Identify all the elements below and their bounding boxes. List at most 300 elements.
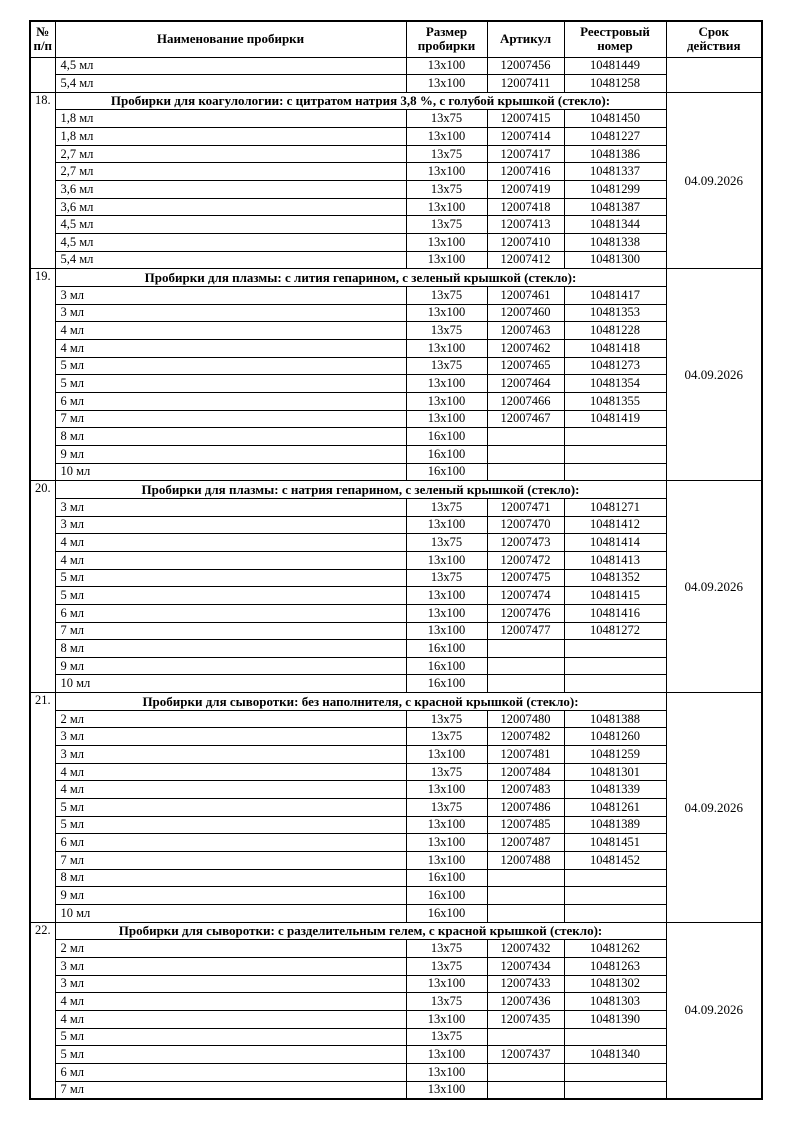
tube-name-cell: 10 мл: [55, 905, 406, 923]
tube-name-cell: 3 мл: [55, 746, 406, 764]
registry-number-cell: 10481338: [564, 234, 666, 252]
tube-size-cell: 16x100: [406, 675, 487, 693]
article-cell: 12007474: [487, 587, 564, 605]
article-cell: [487, 428, 564, 446]
section-number-cell: 21.: [30, 693, 55, 923]
table-row: [30, 993, 762, 1011]
tube-name-cell: 5,4 мл: [55, 251, 406, 269]
tube-name-cell: 4,5 мл: [55, 57, 406, 75]
table-row: [30, 1063, 762, 1081]
registry-number-cell: 10481227: [564, 128, 666, 146]
table-row: [30, 781, 762, 799]
tube-name-cell: 3 мл: [55, 728, 406, 746]
table-row: [30, 75, 762, 93]
tube-size-cell: 13x75: [406, 110, 487, 128]
table-row: [30, 357, 762, 375]
table-row: [30, 640, 762, 658]
table-header: [30, 21, 762, 57]
tube-name-cell: 5 мл: [55, 816, 406, 834]
column-header-num: № п/п: [30, 21, 55, 57]
tube-name-cell: 4 мл: [55, 534, 406, 552]
registry-number-cell: 10481390: [564, 1010, 666, 1028]
article-cell: 12007456: [487, 57, 564, 75]
article-cell: 12007417: [487, 145, 564, 163]
article-cell: 12007461: [487, 287, 564, 305]
article-cell: 12007462: [487, 340, 564, 358]
tube-name-cell: 3 мл: [55, 287, 406, 305]
tube-size-cell: 13x100: [406, 1046, 487, 1064]
table-row: [30, 957, 762, 975]
tube-size-cell: 13x100: [406, 304, 487, 322]
registry-number-cell: 10481450: [564, 110, 666, 128]
tube-size-cell: 13x100: [406, 852, 487, 870]
table-row: [30, 569, 762, 587]
article-cell: [487, 1063, 564, 1081]
tube-name-cell: 5 мл: [55, 569, 406, 587]
validity-date-cell: [666, 57, 762, 92]
tube-name-cell: 4 мл: [55, 322, 406, 340]
tube-name-cell: 9 мл: [55, 657, 406, 675]
tube-size-cell: 13x100: [406, 516, 487, 534]
tube-name-cell: 6 мл: [55, 604, 406, 622]
tube-size-cell: 13x75: [406, 181, 487, 199]
validity-date-cell: 04.09.2026: [666, 922, 762, 1099]
tube-size-cell: 13x75: [406, 322, 487, 340]
tube-name-cell: 3,6 мл: [55, 181, 406, 199]
section-title-cell: Пробирки для плазмы: с натрия гепарином, с зеленый крышкой (стекло):: [55, 481, 666, 499]
registry-number-cell: 10481272: [564, 622, 666, 640]
registry-number-cell: 10481414: [564, 534, 666, 552]
article-cell: 12007460: [487, 304, 564, 322]
registry-number-cell: 10481263: [564, 957, 666, 975]
table-row: [30, 604, 762, 622]
table-row: [30, 622, 762, 640]
tube-size-cell: 16x100: [406, 887, 487, 905]
table-row: [30, 887, 762, 905]
registry-number-cell: 10481388: [564, 710, 666, 728]
tube-size-cell: 13x100: [406, 251, 487, 269]
registry-number-cell: 10481452: [564, 852, 666, 870]
tube-size-cell: 13x100: [406, 75, 487, 93]
table-row: [30, 445, 762, 463]
tube-name-cell: 2 мл: [55, 940, 406, 958]
registry-number-cell: [564, 640, 666, 658]
registry-number-cell: 10481339: [564, 781, 666, 799]
article-cell: 12007483: [487, 781, 564, 799]
table-row: [30, 251, 762, 269]
section-header-row: [30, 693, 762, 711]
tube-size-cell: 13x75: [406, 145, 487, 163]
article-cell: 12007482: [487, 728, 564, 746]
registry-number-cell: 10481273: [564, 357, 666, 375]
article-cell: 12007470: [487, 516, 564, 534]
tube-name-cell: 3,6 мл: [55, 198, 406, 216]
tube-name-cell: 9 мл: [55, 887, 406, 905]
registry-number-cell: 10481386: [564, 145, 666, 163]
tube-name-cell: 4 мл: [55, 1010, 406, 1028]
registry-number-cell: [564, 1028, 666, 1046]
article-cell: 12007419: [487, 181, 564, 199]
article-cell: 12007410: [487, 234, 564, 252]
article-cell: 12007412: [487, 251, 564, 269]
article-cell: [487, 463, 564, 481]
table-row: [30, 57, 762, 75]
tube-name-cell: 6 мл: [55, 834, 406, 852]
tube-name-cell: 7 мл: [55, 622, 406, 640]
tube-size-cell: 13x100: [406, 375, 487, 393]
table-row: [30, 940, 762, 958]
tube-size-cell: 13x75: [406, 710, 487, 728]
section-header-row: [30, 92, 762, 110]
tube-size-cell: 13x75: [406, 957, 487, 975]
section-title-cell: Пробирки для плазмы: с лития гепарином, с зеленый крышкой (стекло):: [55, 269, 666, 287]
table-row: [30, 587, 762, 605]
registry-number-cell: 10481415: [564, 587, 666, 605]
registry-number-cell: 10481299: [564, 181, 666, 199]
tube-name-cell: 7 мл: [55, 852, 406, 870]
registry-number-cell: [564, 657, 666, 675]
tube-name-cell: 3 мл: [55, 957, 406, 975]
article-cell: 12007465: [487, 357, 564, 375]
article-cell: [487, 1028, 564, 1046]
registry-number-cell: [564, 1081, 666, 1099]
article-cell: 12007485: [487, 816, 564, 834]
section-number-cell: 18.: [30, 92, 55, 269]
registry-number-cell: [564, 428, 666, 446]
registry-number-cell: 10481301: [564, 763, 666, 781]
article-cell: 12007466: [487, 392, 564, 410]
registry-number-cell: 10481259: [564, 746, 666, 764]
registry-number-cell: 10481260: [564, 728, 666, 746]
tube-name-cell: 5 мл: [55, 357, 406, 375]
registry-number-cell: 10481355: [564, 392, 666, 410]
article-cell: [487, 1081, 564, 1099]
tube-size-cell: 13x100: [406, 234, 487, 252]
registry-number-cell: 10481387: [564, 198, 666, 216]
tube-size-cell: 13x100: [406, 128, 487, 146]
validity-date-cell: 04.09.2026: [666, 481, 762, 693]
article-cell: 12007463: [487, 322, 564, 340]
article-cell: 12007476: [487, 604, 564, 622]
registry-number-cell: 10481418: [564, 340, 666, 358]
tube-size-cell: 13x100: [406, 57, 487, 75]
tube-name-cell: 4 мл: [55, 340, 406, 358]
tube-size-cell: 16x100: [406, 869, 487, 887]
tube-name-cell: 7 мл: [55, 410, 406, 428]
tube-size-cell: 13x75: [406, 728, 487, 746]
article-cell: [487, 905, 564, 923]
article-cell: 12007488: [487, 852, 564, 870]
table-row: [30, 392, 762, 410]
tube-name-cell: 5 мл: [55, 375, 406, 393]
article-cell: 12007467: [487, 410, 564, 428]
section-header-row: [30, 922, 762, 940]
table-row: [30, 198, 762, 216]
tube-name-cell: 4 мл: [55, 551, 406, 569]
table-row: [30, 728, 762, 746]
registry-number-cell: 10481302: [564, 975, 666, 993]
tube-size-cell: 16x100: [406, 657, 487, 675]
tube-name-cell: 2,7 мл: [55, 145, 406, 163]
table-row: [30, 216, 762, 234]
article-cell: [487, 445, 564, 463]
table-row: [30, 516, 762, 534]
table-row: [30, 834, 762, 852]
section-number-cell: 22.: [30, 922, 55, 1099]
table-row: [30, 110, 762, 128]
section-title-cell: Пробирки для сыворотки: с разделительным гелем, с красной крышкой (стекло):: [55, 922, 666, 940]
article-cell: 12007480: [487, 710, 564, 728]
article-cell: 12007464: [487, 375, 564, 393]
validity-date-cell: 04.09.2026: [666, 92, 762, 269]
tube-name-cell: 7 мл: [55, 1081, 406, 1099]
tube-size-cell: 13x100: [406, 198, 487, 216]
registry-number-cell: 10481451: [564, 834, 666, 852]
tube-name-cell: 3 мл: [55, 975, 406, 993]
tube-size-cell: 13x100: [406, 975, 487, 993]
tube-size-cell: 13x100: [406, 816, 487, 834]
article-cell: 12007432: [487, 940, 564, 958]
tube-size-cell: 13x100: [406, 392, 487, 410]
tube-size-cell: 13x100: [406, 781, 487, 799]
tube-size-cell: 13x75: [406, 993, 487, 1011]
section-title-cell: Пробирки для коагулологии: с цитратом натрия 3,8 %, с голубой крышкой (стекло):: [55, 92, 666, 110]
table-row: [30, 145, 762, 163]
registry-number-cell: [564, 1063, 666, 1081]
tube-size-cell: 16x100: [406, 905, 487, 923]
registry-number-cell: [564, 675, 666, 693]
article-cell: [487, 675, 564, 693]
registry-number-cell: 10481300: [564, 251, 666, 269]
tube-size-cell: 16x100: [406, 428, 487, 446]
table-row: [30, 869, 762, 887]
table-row: [30, 799, 762, 817]
article-cell: 12007435: [487, 1010, 564, 1028]
table-row: [30, 551, 762, 569]
registry-number-cell: 10481303: [564, 993, 666, 1011]
column-header-article: Артикул: [487, 21, 564, 57]
section-number-cell: 19.: [30, 269, 55, 481]
table-row: [30, 498, 762, 516]
tube-size-cell: 13x75: [406, 498, 487, 516]
tube-size-cell: 13x100: [406, 1081, 487, 1099]
tube-name-cell: 6 мл: [55, 392, 406, 410]
registry-number-cell: 10481262: [564, 940, 666, 958]
table-body: [30, 57, 762, 1099]
table-row: [30, 287, 762, 305]
registry-number-cell: [564, 869, 666, 887]
tube-size-cell: 13x100: [406, 551, 487, 569]
article-cell: [487, 887, 564, 905]
registry-number-cell: 10481228: [564, 322, 666, 340]
section-header-row: [30, 269, 762, 287]
column-header-name: Наименование пробирки: [55, 21, 406, 57]
registry-number-cell: [564, 463, 666, 481]
tube-size-cell: 13x75: [406, 357, 487, 375]
table-row: [30, 128, 762, 146]
table-row: [30, 1081, 762, 1099]
table-row: [30, 181, 762, 199]
table-row: [30, 905, 762, 923]
tube-size-cell: 13x100: [406, 410, 487, 428]
tube-size-cell: 16x100: [406, 640, 487, 658]
article-cell: 12007487: [487, 834, 564, 852]
tube-name-cell: 1,8 мл: [55, 110, 406, 128]
tube-name-cell: 5 мл: [55, 587, 406, 605]
tube-name-cell: 4 мл: [55, 993, 406, 1011]
tube-name-cell: 3 мл: [55, 304, 406, 322]
tube-size-cell: 13x75: [406, 534, 487, 552]
tube-size-cell: 13x100: [406, 340, 487, 358]
registry-number-cell: 10481340: [564, 1046, 666, 1064]
table-row: [30, 304, 762, 322]
registry-number-cell: 10481258: [564, 75, 666, 93]
tube-size-cell: 13x100: [406, 587, 487, 605]
article-cell: [487, 869, 564, 887]
tube-name-cell: 8 мл: [55, 428, 406, 446]
article-cell: 12007411: [487, 75, 564, 93]
registry-number-cell: 10481352: [564, 569, 666, 587]
article-cell: 12007414: [487, 128, 564, 146]
table-row: [30, 1046, 762, 1064]
tube-name-cell: 5 мл: [55, 1028, 406, 1046]
registry-number-cell: 10481412: [564, 516, 666, 534]
article-cell: [487, 657, 564, 675]
tube-size-cell: 13x100: [406, 622, 487, 640]
registry-number-cell: 10481271: [564, 498, 666, 516]
table-row: [30, 746, 762, 764]
registry-number-cell: [564, 887, 666, 905]
section-header-row: [30, 481, 762, 499]
tube-size-cell: 13x75: [406, 216, 487, 234]
tube-name-cell: 8 мл: [55, 869, 406, 887]
registry-number-cell: 10481344: [564, 216, 666, 234]
section-number-cell: 20.: [30, 481, 55, 693]
registry-number-cell: 10481354: [564, 375, 666, 393]
tube-catalog-table: [29, 20, 763, 1100]
tube-size-cell: 13x75: [406, 940, 487, 958]
registry-number-cell: 10481419: [564, 410, 666, 428]
tube-size-cell: 13x100: [406, 604, 487, 622]
table-row: [30, 763, 762, 781]
registry-number-cell: 10481353: [564, 304, 666, 322]
tube-name-cell: 3 мл: [55, 498, 406, 516]
tube-size-cell: 13x100: [406, 163, 487, 181]
article-cell: 12007486: [487, 799, 564, 817]
tube-size-cell: 13x75: [406, 763, 487, 781]
article-cell: 12007484: [487, 763, 564, 781]
tube-name-cell: 10 мл: [55, 463, 406, 481]
validity-date-cell: 04.09.2026: [666, 269, 762, 481]
tube-name-cell: 2,7 мл: [55, 163, 406, 181]
registry-number-cell: 10481417: [564, 287, 666, 305]
section-number-cell: [30, 57, 55, 92]
article-cell: 12007481: [487, 746, 564, 764]
table-row: [30, 1028, 762, 1046]
article-cell: 12007413: [487, 216, 564, 234]
table-row: [30, 816, 762, 834]
table-row: [30, 234, 762, 252]
tube-size-cell: 16x100: [406, 463, 487, 481]
section-title-cell: Пробирки для сыворотки: без наполнителя, с красной крышкой (стекло):: [55, 693, 666, 711]
tube-size-cell: 13x100: [406, 834, 487, 852]
table-row: [30, 163, 762, 181]
article-cell: 12007415: [487, 110, 564, 128]
tube-size-cell: 13x75: [406, 287, 487, 305]
column-header-size: Размер пробирки: [406, 21, 487, 57]
tube-name-cell: 2 мл: [55, 710, 406, 728]
registry-number-cell: [564, 905, 666, 923]
table-header-row: [30, 21, 762, 57]
tube-name-cell: 4 мл: [55, 781, 406, 799]
registry-number-cell: 10481337: [564, 163, 666, 181]
tube-name-cell: 5 мл: [55, 1046, 406, 1064]
tube-size-cell: 13x100: [406, 746, 487, 764]
article-cell: 12007416: [487, 163, 564, 181]
tube-name-cell: 4,5 мл: [55, 234, 406, 252]
article-cell: 12007433: [487, 975, 564, 993]
table-row: [30, 710, 762, 728]
tube-name-cell: 5,4 мл: [55, 75, 406, 93]
article-cell: 12007475: [487, 569, 564, 587]
tube-name-cell: 4,5 мл: [55, 216, 406, 234]
tube-name-cell: 4 мл: [55, 763, 406, 781]
tube-name-cell: 6 мл: [55, 1063, 406, 1081]
article-cell: 12007418: [487, 198, 564, 216]
article-cell: 12007477: [487, 622, 564, 640]
tube-size-cell: 13x100: [406, 1063, 487, 1081]
tube-name-cell: 10 мл: [55, 675, 406, 693]
tube-size-cell: 13x75: [406, 569, 487, 587]
registry-number-cell: 10481416: [564, 604, 666, 622]
table-row: [30, 975, 762, 993]
table-row: [30, 534, 762, 552]
article-cell: 12007436: [487, 993, 564, 1011]
registry-number-cell: 10481261: [564, 799, 666, 817]
registry-number-cell: 10481449: [564, 57, 666, 75]
article-cell: 12007437: [487, 1046, 564, 1064]
tube-name-cell: 9 мл: [55, 445, 406, 463]
table-row: [30, 675, 762, 693]
table-row: [30, 852, 762, 870]
tube-size-cell: 16x100: [406, 445, 487, 463]
table-row: [30, 322, 762, 340]
tube-name-cell: 1,8 мл: [55, 128, 406, 146]
tube-size-cell: 13x75: [406, 1028, 487, 1046]
tube-name-cell: 5 мл: [55, 799, 406, 817]
validity-date-cell: 04.09.2026: [666, 693, 762, 923]
table-row: [30, 428, 762, 446]
table-row: [30, 1010, 762, 1028]
table-row: [30, 463, 762, 481]
tube-name-cell: 3 мл: [55, 516, 406, 534]
table-row: [30, 410, 762, 428]
article-cell: 12007473: [487, 534, 564, 552]
article-cell: 12007471: [487, 498, 564, 516]
tube-name-cell: 8 мл: [55, 640, 406, 658]
column-header-validity: Срок действия: [666, 21, 762, 57]
registry-number-cell: [564, 445, 666, 463]
tube-size-cell: 13x75: [406, 799, 487, 817]
article-cell: 12007472: [487, 551, 564, 569]
article-cell: 12007434: [487, 957, 564, 975]
registry-number-cell: 10481389: [564, 816, 666, 834]
table-row: [30, 340, 762, 358]
article-cell: [487, 640, 564, 658]
column-header-registry: Реестровый номер: [564, 21, 666, 57]
table-row: [30, 657, 762, 675]
registry-number-cell: 10481413: [564, 551, 666, 569]
